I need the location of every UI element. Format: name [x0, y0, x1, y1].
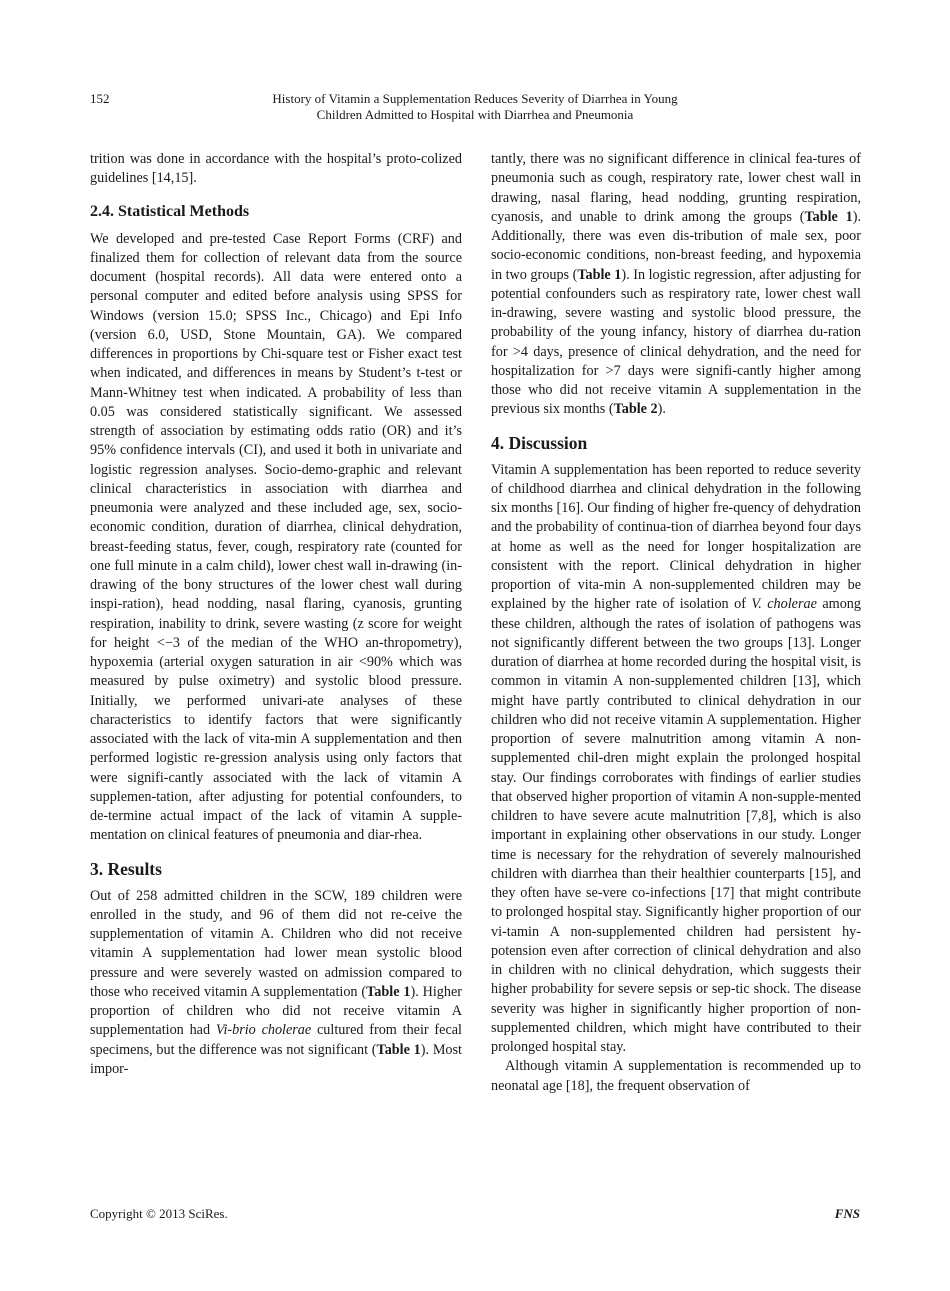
- organism-name: V. cholerae: [751, 596, 817, 613]
- statistical-methods-paragraph: We developed and pre-tested Case Report Forms (CRF) and finalized them for collection of relevant data from the source document (hospital records). All data were entered onto a personal computer and edited before analysis using SPSS for Windows (version 15.0; SPSS Inc., Chicago) and Epi Info (version 6.0, USD, Stone Mountain, GA). We compared differences in proportions by Chi-square test or Fisher exact test when indicated, and differences in means by Student’s t-test or Mann-Whitney test when indicated. A probability of less than 0.05 was considered statistically significant. We assessed strength of association by estimating odds ratio (OR) and it’s 95% confidence intervals (CI), and used it both in univariate and logistic regression analyses. Socio-demo-graphic and relevant clinical characteristics in association with diarrhea and pneumonia were analyzed and these included age, sex, socio-economic condition, duration of diarrhea, clinical dehydration, breast-feeding status, fever, cough, respiratory rate (counted for one full minute in a calm child), lower chest wall in-drawing (in-drawing of the bony structures of the lower chest wall during inspi-ration), head nodding, nasal flaring, cyanosis, grunting respiration, inability to drink, severe wasting (z score for weight for height <−3 of the median of the WHO an-thropometry), hypoxemia (arterial oxygen saturation in air <90% which was measured by pulse oximetry) and systolic blood pressure. Initially, we performed univari-ate analyses of these characteristics to identify factors that were significantly associated with the lack of vita-min A supplementation and then performed logistic re-gression analysis using only factors that were signifi-cantly associated with the lack of vitamin A supplemen-tation, after adjusting for potential confounders, to de-termine actual impact of the lack of vitamin A supple-mentation on clinical features of pneumonia and diar-rhea.: [90, 230, 462, 844]
- results-text: tantly, there was no significant difference in clinical fea-tures of pneumonia such as cough, respiratory rate, lower chest wall in drawing, nasal flaring, head nodding, grunting respiration, cyanosis, and unable to drink among the groups (: [491, 151, 861, 225]
- page-header: [90, 90, 860, 126]
- results-paragraph: [90, 887, 462, 1080]
- discussion-text: among these children, although the rates of isolation of pathogens was not significantly different between the two groups [13]. Longer duration of diarrhea at home recorded during the hospital visit, is common in vitamin A non-supplemented children [13], which might have partly contributed to clinical dehydration in our children who did not receive vitamin A supplementation. Higher proportion of severe malnutrition among vitamin A non-supplemented chil-dren might explain the prolonged hospital stay. Our findings corroborates with findings of earlier studies that observed higher proportion of vitamin A non-supple-mented children to have severe acute malnutrition [7,8], which is also important in explaining other observations in our study. Longer time is necessary for the rehydration of severely malnourished children with diarrhea than their healthier counterparts [15], and they often have se-vere co-infections [17] that might contribute to prolonged hospital stay. Significantly higher proportion of our vi-tamin A non-supplemented children had persistent hy-potension even after correction of clinical dehydration and also in children with no clinical dehydration, which suggests their higher probability for severe sepsis or sep-tic shock. The disease severity was higher in significantly higher proportion of non-supplemented children, which might have contributed to their prolonged hospital stay.: [491, 596, 861, 1055]
- results-text: ). In logistic regression, after adjusting for potential confounders such as respiratory rate, lower chest wall in-drawing, severe wasting and systolic blood pressure, the probability of the young infancy, history of diarrhea du-ration for >4 days, presence of clinical dehydration, and the need for hospitalization for >7 days were signifi-cantly higher among those who did not receive vitamin A supplementation in the previous six months (: [491, 266, 862, 418]
- intro-paragraph: trition was done in accordance with the hospital’s proto-colized guidelines [14,15].: [90, 151, 462, 187]
- results-text: cultured from their fecal specimens, but the difference was not significant (: [90, 1022, 462, 1058]
- discussion-paragraph-2: Although vitamin A supplementation is recommended up to neonatal age [18], the frequent observation of: [491, 1058, 861, 1094]
- table-1-reference[interactable]: Table 1: [804, 208, 853, 225]
- running-title-line-2: Children Admitted to Hospital with Diarrhea and Pneumonia: [316, 107, 634, 122]
- discussion-text: Vitamin A supplementation has been reported to reduce severity of childhood diarrhea and clinical dehydration in the following six months [16]. Our finding of higher fre-quency of dehydration and the probability of continua-tion of diarrhea beyond four days at home as well as the need for longer hospitalization are consistent with the report. Clinical dehydration in higher proportion of vita-min A non-supplemented children may be explained by the higher rate of isolation of: [491, 461, 861, 613]
- right-column: [491, 150, 861, 1096]
- results-text: ). Most impor-: [90, 1041, 462, 1077]
- table-1-reference[interactable]: Table 1: [366, 983, 411, 1000]
- section-heading-discussion: 4. Discussion: [491, 432, 588, 453]
- table-1-reference[interactable]: Table 1: [376, 1041, 421, 1058]
- copyright-notice: Copyright © 2013 SciRes.: [90, 1206, 228, 1221]
- table-2-reference[interactable]: Table 2: [613, 401, 658, 418]
- journal-abbreviation: FNS: [834, 1206, 860, 1221]
- results-text: ).: [657, 401, 666, 418]
- organism-name: Vi-brio cholerae: [215, 1022, 312, 1039]
- section-heading-results: 3. Results: [90, 858, 162, 879]
- running-title: [210, 91, 740, 123]
- page-number: 152: [90, 91, 110, 106]
- section-heading-statistical-methods: 2.4. Statistical Methods: [90, 202, 250, 220]
- table-1-reference[interactable]: Table 1: [577, 266, 622, 283]
- results-text: Out of 258 admitted children in the SCW, 189 children were enrolled in the study, and 96 of them did not re-ceive the supplementation of vitamin A. Children who did not receive vitamin A supplementation had lower mean systolic blood pressure and were severely wasted on admission compared to those who received vitamin A supplementation (: [90, 887, 462, 1000]
- results-text: ). Additionally, there was even dis-tribution of male sex, poor socio-economic conditions, non-breast feeding, and hypoxemia in two groups (: [491, 208, 862, 283]
- running-title-line-1: History of Vitamin a Supplementation Reduces Severity of Diarrhea in Young: [272, 91, 678, 106]
- results-continued-paragraph: [491, 150, 861, 420]
- left-column: [90, 150, 462, 1079]
- discussion-paragraph-1: [491, 461, 861, 1058]
- results-text: ). Higher proportion of children who did not receive vitamin A supplementation had: [90, 983, 462, 1039]
